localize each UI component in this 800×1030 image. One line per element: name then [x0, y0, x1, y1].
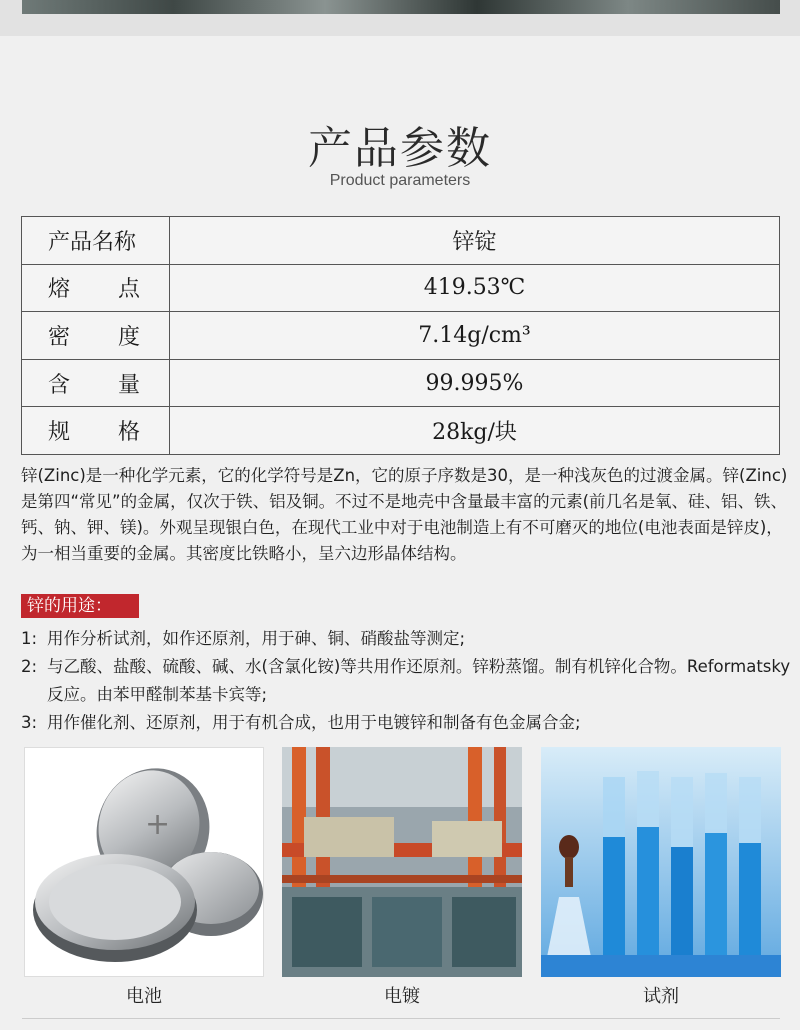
table-row — [22, 359, 780, 407]
electroplating-image — [282, 747, 522, 977]
gallery-caption: 电池 — [126, 986, 162, 1007]
table-row — [22, 312, 780, 360]
list-item — [21, 709, 796, 737]
list-item-number: 1: — [21, 629, 38, 648]
page-title: 产品参数 — [308, 123, 492, 174]
list-item-text: 用作分析试剂，如作还原剂，用于砷、铜、硝酸盐等测定; — [47, 629, 466, 648]
top-banner-image — [22, 0, 780, 14]
list-item — [21, 625, 796, 653]
divider — [22, 1018, 780, 1019]
param-label-text: 产品名称 — [48, 229, 137, 255]
param-label — [22, 359, 170, 407]
reagent-image — [541, 747, 781, 977]
battery-image — [24, 747, 264, 977]
param-label-char: 含 — [48, 372, 71, 398]
list-item-number: 2: — [21, 657, 38, 676]
top-banner — [0, 0, 800, 36]
svg-text:+: + — [145, 807, 171, 842]
description-paragraph: 锌(Zinc)是一种化学元素，它的化学符号是Zn，它的原子序数是30，是一种浅灰色的过渡金属。锌(Zinc)是第四“常见”的金属，仅次于铁、铝及铜。不过不是地壳中含量最丰富的元素(前几名是氧、硅、铝、铁、钙、钠、钾、镁)。外观呈现银白色，在现代工业中对于电池制造上有不可磨灭的地位(电池表面是锌皮)，为一相当重要的金属。其密度比铁略小，呈六边形晶体结构。 — [21, 466, 788, 563]
param-label — [22, 264, 170, 312]
param-value: 28kg/块 — [170, 407, 780, 455]
list-item — [21, 653, 796, 709]
param-label-char: 规 — [48, 420, 71, 446]
param-value: 419.53℃ — [170, 264, 780, 312]
table-row — [22, 407, 780, 455]
table-row — [22, 264, 780, 312]
param-label-char: 格 — [117, 420, 140, 446]
param-label-char: 点 — [117, 277, 140, 303]
param-label-char: 量 — [117, 372, 140, 398]
list-item-number: 3: — [21, 713, 38, 732]
param-label — [22, 312, 170, 360]
uses-heading: 锌的用途： — [21, 594, 139, 618]
list-item-text: 与乙酸、盐酸、硫酸、碱、水(含氯化铵)等共用作还原剂。锌粉蒸馏。制有机锌化合物。Reformatsky反应。由苯甲醛制苯基卡宾等; — [47, 657, 791, 704]
uses-list — [21, 625, 796, 737]
param-label-char: 度 — [117, 324, 140, 350]
list-item-text: 用作催化剂、还原剂，用于有机合成，也用于电镀锌和制备有色金属合金; — [47, 713, 581, 732]
param-value: 7.14g/cm³ — [170, 312, 780, 360]
param-value: 锌锭 — [170, 217, 780, 265]
param-value: 99.995% — [170, 359, 780, 407]
param-label — [22, 217, 170, 265]
table-row — [22, 217, 780, 265]
param-label-char: 密 — [48, 324, 71, 350]
gallery-caption: 试剂 — [643, 986, 679, 1007]
page-subtitle: Product parameters — [329, 172, 471, 189]
gallery-caption: 电镀 — [384, 986, 420, 1007]
params-table — [21, 216, 780, 455]
param-label — [22, 407, 170, 455]
param-label-char: 熔 — [48, 277, 71, 303]
